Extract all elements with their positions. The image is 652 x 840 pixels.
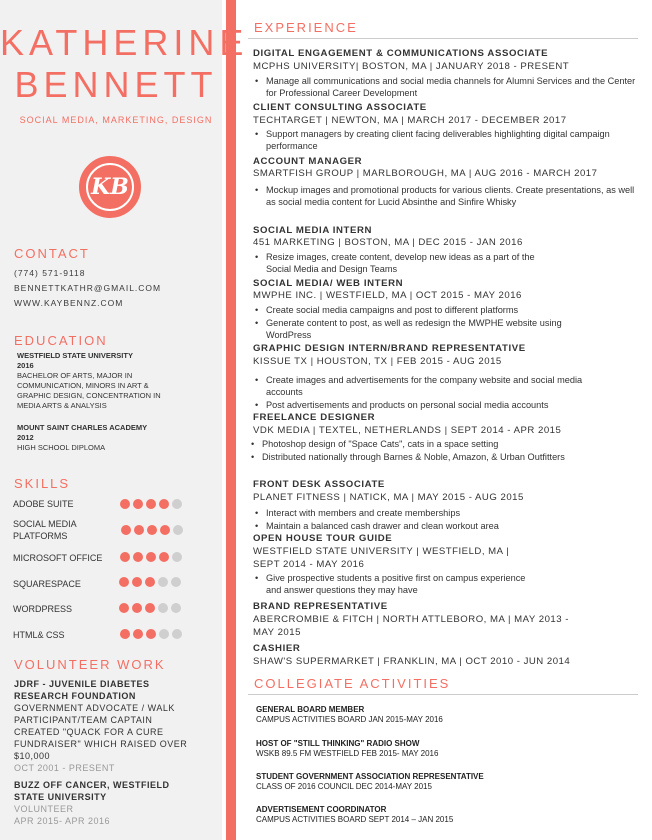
volunteer-role: $10,000 [14,751,51,761]
skill-rating [120,552,182,562]
rating-dot-filled [146,499,156,509]
rating-dot-filled [133,499,143,509]
degree-line: BACHELOR OF ARTS, MAJOR IN [17,371,133,380]
education-heading: EDUCATION [14,333,108,348]
rating-dot-empty [172,499,182,509]
job-bullet: • Mockup images and promotional products for various clients. Create presentations, as well as social media content for Lucid Absinthe and Sinfire Whisky [266,184,636,208]
contact-website[interactable]: WWW.KAYBENNZ.COM [14,298,124,308]
job-bullet: • Create social media campaigns and post to different platforms [266,304,636,316]
school-year: 2016 [17,361,34,370]
rating-dot-filled [132,577,142,587]
rating-dot-filled [145,603,155,613]
degree-line: GRAPHIC DESIGN, CONCENTRATION IN [17,391,161,400]
job-company: KISSUE TX | HOUSTON, TX | FEB 2015 - AUG 2015 [253,356,502,367]
job-bullet: • Maintain a balanced cash drawer and clean workout area [266,520,636,532]
skills-heading: SKILLS [14,476,71,491]
rating-dot-filled [134,525,144,535]
activity-title: HOST OF "STILL THINKING" RADIO SHOW [256,739,420,748]
first-name: KATHERINE [0,22,249,63]
job-bullet: • Distributed nationally through Barnes & Noble, Amazon, & Urban Outfitters [262,451,572,463]
activity-detail: CAMPUS ACTIVITIES BOARD SEPT 2014 – JAN 2015 [256,815,454,824]
rating-dot-filled [120,499,130,509]
rating-dot-filled [146,629,156,639]
contact-email[interactable]: BENNETTKATHR@GMAIL.COM [14,283,162,293]
contact-heading: CONTACT [14,246,90,261]
experience-heading: EXPERIENCE [254,20,358,35]
rating-dot-empty [158,577,168,587]
volunteer-org: STATE UNIVERSITY [14,792,107,802]
activity-title: ADVERTISEMENT COORDINATOR [256,805,387,814]
activity-title: STUDENT GOVERNMENT ASSOCIATION REPRESENTATIVE [256,772,484,781]
monogram-text: KB [91,174,129,200]
job-title: ACCOUNT MANAGER [253,156,363,167]
rating-dot-filled [119,603,129,613]
rating-dot-filled [120,629,130,639]
job-title: SOCIAL MEDIA INTERN [253,225,373,236]
job-title: GRAPHIC DESIGN INTERN/BRAND REPRESENTATIVE [253,343,526,354]
education-item [17,351,217,411]
rating-dot-filled [120,552,130,562]
job-company: SHAW'S SUPERMARKET | FRANKLIN, MA | OCT 2010 - JUN 2014 [253,656,571,667]
school-year: 2012 [17,433,34,442]
rating-dot-empty [172,552,182,562]
rating-dot-filled [147,525,157,535]
volunteer-date: APR 2015- APR 2016 [14,816,111,826]
collegiate-heading: COLLEGIATE ACTIVITIES [254,676,451,691]
skill-rating [121,525,183,535]
job-company-date: SEPT 2014 - MAY 2016 [253,559,365,570]
volunteer-org: BUZZ OFF CANCER, WESTFIELD [14,780,170,790]
volunteer-role: GOVERNMENT ADVOCATE / WALK [14,703,175,713]
activity-detail: CLASS OF 2016 COUNCIL DEC 2014-MAY 2015 [256,782,432,791]
last-name: BENNETT [14,64,218,105]
school-name: MOUNT SAINT CHARLES ACADEMY [17,423,148,432]
job-bullet: • Manage all communications and social media channels for Alumni Services and the Center for Professional Career Development [266,75,636,99]
rating-dot-filled [145,577,155,587]
job-title: FRONT DESK ASSOCIATE [253,479,385,490]
rating-dot-filled [159,499,169,509]
rating-dot-filled [133,552,143,562]
skill-name-line: PLATFORMS [13,531,68,541]
rating-dot-empty [159,629,169,639]
volunteer-role: PARTICIPANT/TEAM CAPTAIN [14,715,153,725]
job-title: FREELANCE DESIGNER [253,412,376,423]
volunteer-date: OCT 2001 - PRESENT [14,763,115,773]
job-bullet: • Interact with members and create memberships [266,507,636,519]
rating-dot-filled [160,525,170,535]
activity-detail: CAMPUS ACTIVITIES BOARD JAN 2015-MAY 2016 [256,715,443,724]
skill-rating [119,603,181,613]
skill-name: WORDPRESS [13,604,73,614]
activity-detail: WSKB 89.5 FM WESTFIELD FEB 2015- MAY 2016 [256,749,439,758]
volunteer-heading: VOLUNTEER WORK [14,657,166,672]
activity-title: GENERAL BOARD MEMBER [256,705,365,714]
job-company: MWPHE INC. | WESTFIELD, MA | OCT 2015 - MAY 2016 [253,290,522,301]
rating-dot-empty [158,603,168,613]
job-company: PLANET FITNESS | NATICK, MA | MAY 2015 - AUG 2015 [253,492,524,503]
skill-rating [119,577,181,587]
job-company: ABERCROMBIE & FITCH | NORTH ATTLEBORO, MA | MAY 2013 - [253,614,569,625]
rating-dot-filled [133,629,143,639]
job-title: CLIENT CONSULTING ASSOCIATE [253,102,427,113]
job-company: MCPHS UNIVERSITY| BOSTON, MA | JANUARY 2018 - PRESENT [253,61,570,72]
job-bullet: • Post advertisements and products on personal social media accounts [266,399,636,411]
job-bullet: • Create images and advertisements for the company website and social media accounts [266,374,596,398]
tagline: SOCIAL MEDIA, MARKETING, DESIGN [19,115,213,125]
job-company-date: MAY 2015 [253,627,301,638]
divider [248,694,638,695]
rating-dot-filled [159,552,169,562]
job-company: TECHTARGET | NEWTON, MA | MARCH 2017 - DECEMBER 2017 [253,115,567,126]
job-company: 451 MARKETING | BOSTON, MA | DEC 2015 - JAN 2016 [253,237,523,248]
divider [248,38,638,39]
job-company: VDK MEDIA | TEXTEL, NETHERLANDS | SEPT 2014 - APR 2015 [253,425,562,436]
education-item [17,423,217,453]
skill-name: ADOBE SUITE [13,499,74,509]
volunteer-role: CREATED "QUACK FOR A CURE [14,727,164,737]
volunteer-role: FUNDRAISER" WHICH RAISED OVER [14,739,188,749]
skill-name: HTML& CSS [13,630,65,640]
rating-dot-empty [172,629,182,639]
rating-dot-filled [121,525,131,535]
skill-rating [120,629,182,639]
skill-name-line: SOCIAL MEDIA [13,519,77,529]
job-company: SMARTFISH GROUP | MARLBOROUGH, MA | AUG 2016 - MARCH 2017 [253,168,598,179]
degree-line: MEDIA ARTS & ANALYSIS [17,401,107,410]
rating-dot-filled [132,603,142,613]
rating-dot-filled [146,552,156,562]
skill-name: SQUARESPACE [13,579,81,589]
skill-rating [120,499,182,509]
volunteer-org: JDRF - JUVENILE DIABETES [14,679,150,689]
rating-dot-filled [119,577,129,587]
degree-line: HIGH SCHOOL DIPLOMA [17,443,106,452]
job-company: WESTFIELD STATE UNIVERSITY | WESTFIELD, MA | [253,546,510,557]
job-title: CASHIER [253,643,301,654]
school-name: WESTFIELD STATE UNIVERSITY [17,351,133,360]
monogram-logo [79,156,141,218]
skill-name: MICROSOFT OFFICE [13,553,103,563]
job-title: SOCIAL MEDIA/ WEB INTERN [253,278,404,289]
job-bullet: • Generate content to post, as well as redesign the MWPHE website using WordPress [266,317,586,341]
volunteer-role: VOLUNTEER [14,804,74,814]
accent-divider-bar [226,0,236,840]
volunteer-org: RESEARCH FOUNDATION [14,691,136,701]
job-bullet: • Give prospective students a positive first on campus experience and answer questions they may have [266,572,536,596]
job-bullet: • Photoshop design of "Space Cats", cats in a space setting [262,438,632,450]
rating-dot-empty [171,603,181,613]
degree-line: COMMUNICATION, MINORS IN ART & [17,381,149,390]
job-bullet: • Support managers by creating client facing deliverables highlighting digital campaign performance [266,128,636,152]
job-bullet: • Resize images, create content, develop new ideas as a part of the Social Media and Design Teams [266,251,536,275]
rating-dot-empty [171,577,181,587]
job-title: OPEN HOUSE TOUR GUIDE [253,533,393,544]
job-title: DIGITAL ENGAGEMENT & COMMUNICATIONS ASSOCIATE [253,48,549,59]
contact-phone: (774) 571-9118 [14,268,86,278]
rating-dot-empty [173,525,183,535]
job-title: BRAND REPRESENTATIVE [253,601,388,612]
